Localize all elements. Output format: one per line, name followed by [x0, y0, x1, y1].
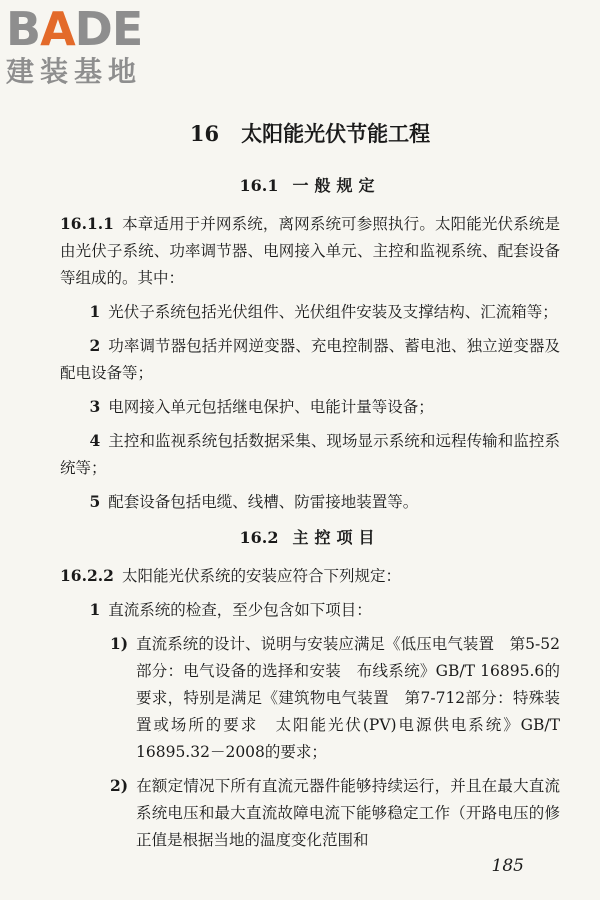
chapter-number: 16 [189, 121, 220, 146]
item-text: 光伏子系统包括光伏组件、光伏组件安装及支撑结构、汇流箱等； [108, 303, 558, 321]
chapter-title-text: 太阳能光伏节能工程 [241, 121, 431, 146]
section-title-text: 一般规定 [292, 176, 381, 195]
list-item [60, 596, 560, 624]
item-number: 1 [89, 600, 101, 619]
sub-item-number: 2) [110, 776, 129, 795]
item-text: 电网接入单元包括继电保护、电能计量等设备； [108, 398, 434, 416]
clause-number: 16.2.2 [60, 566, 114, 585]
logo-letters-de: DE [74, 2, 143, 56]
section-number: 16.2 [239, 528, 279, 547]
document-page [60, 118, 560, 860]
sub-item-number: 1) [110, 634, 129, 653]
clause-16-2-2 [60, 562, 560, 590]
list-item [60, 298, 560, 326]
list-item [60, 332, 560, 387]
item-text: 直流系统的检查，至少包含如下项目： [108, 601, 372, 619]
sub-item-text: 在额定情况下所有直流元器件能够持续运行，并且在最大直流系统电压和最大直流故障电流下能够稳定工作（开路电压的修正值是根据当地的温度变化范围和 [136, 777, 560, 849]
logo-letter-a: A [40, 2, 75, 56]
section-title-text: 主控项目 [292, 528, 381, 547]
section-title-16-1 [60, 172, 560, 200]
logo-subtitle: 建装基地 [6, 55, 143, 88]
logo-letter-b: B [6, 2, 41, 56]
clause-text: 太阳能光伏系统的安装应符合下列规定： [121, 567, 401, 585]
item-text: 配套设备包括电缆、线槽、防雷接地装置等。 [108, 493, 419, 511]
section-number: 16.1 [239, 176, 279, 195]
list-item [60, 393, 560, 421]
section-title-16-2 [60, 524, 560, 552]
item-number: 1 [89, 302, 101, 321]
sub-list-item [60, 772, 560, 854]
item-number: 2 [89, 336, 101, 355]
item-number: 3 [89, 397, 101, 416]
sub-item-text: 直流系统的设计、说明与安装应满足《低压电气装置 第5-52部分：电气设备的选择和安装 布线系统》GB/T 16895.6的要求，特别是满足《建筑物电气装置 第7-712部分：特殊装置或场所的要求 太阳能光伏(PV)电源供电系统》GB/T 16895.32－2008的要求； [136, 635, 560, 761]
page-number: 185 [491, 856, 524, 876]
list-item [60, 427, 560, 482]
chapter-title [60, 118, 560, 150]
item-text: 功率调节器包括并网逆变器、充电控制器、蓄电池、独立逆变器及配电设备等； [60, 337, 560, 382]
list-item [60, 488, 560, 516]
sub-list-item [60, 630, 560, 766]
logo-brand [6, 4, 181, 54]
clause-16-1-1 [60, 210, 560, 292]
item-text: 主控和监视系统包括数据采集、现场显示系统和远程传输和监控系统等； [60, 432, 560, 477]
clause-text: 本章适用于并网系统，离网系统可参照执行。太阳能光伏系统是由光伏子系统、功率调节器、电网接入单元、主控和监视系统、配套设备等组成的。其中： [60, 215, 560, 287]
item-number: 4 [89, 431, 101, 450]
clause-number: 16.1.1 [60, 214, 114, 233]
item-number: 5 [89, 492, 101, 511]
bade-logo [6, 4, 181, 88]
